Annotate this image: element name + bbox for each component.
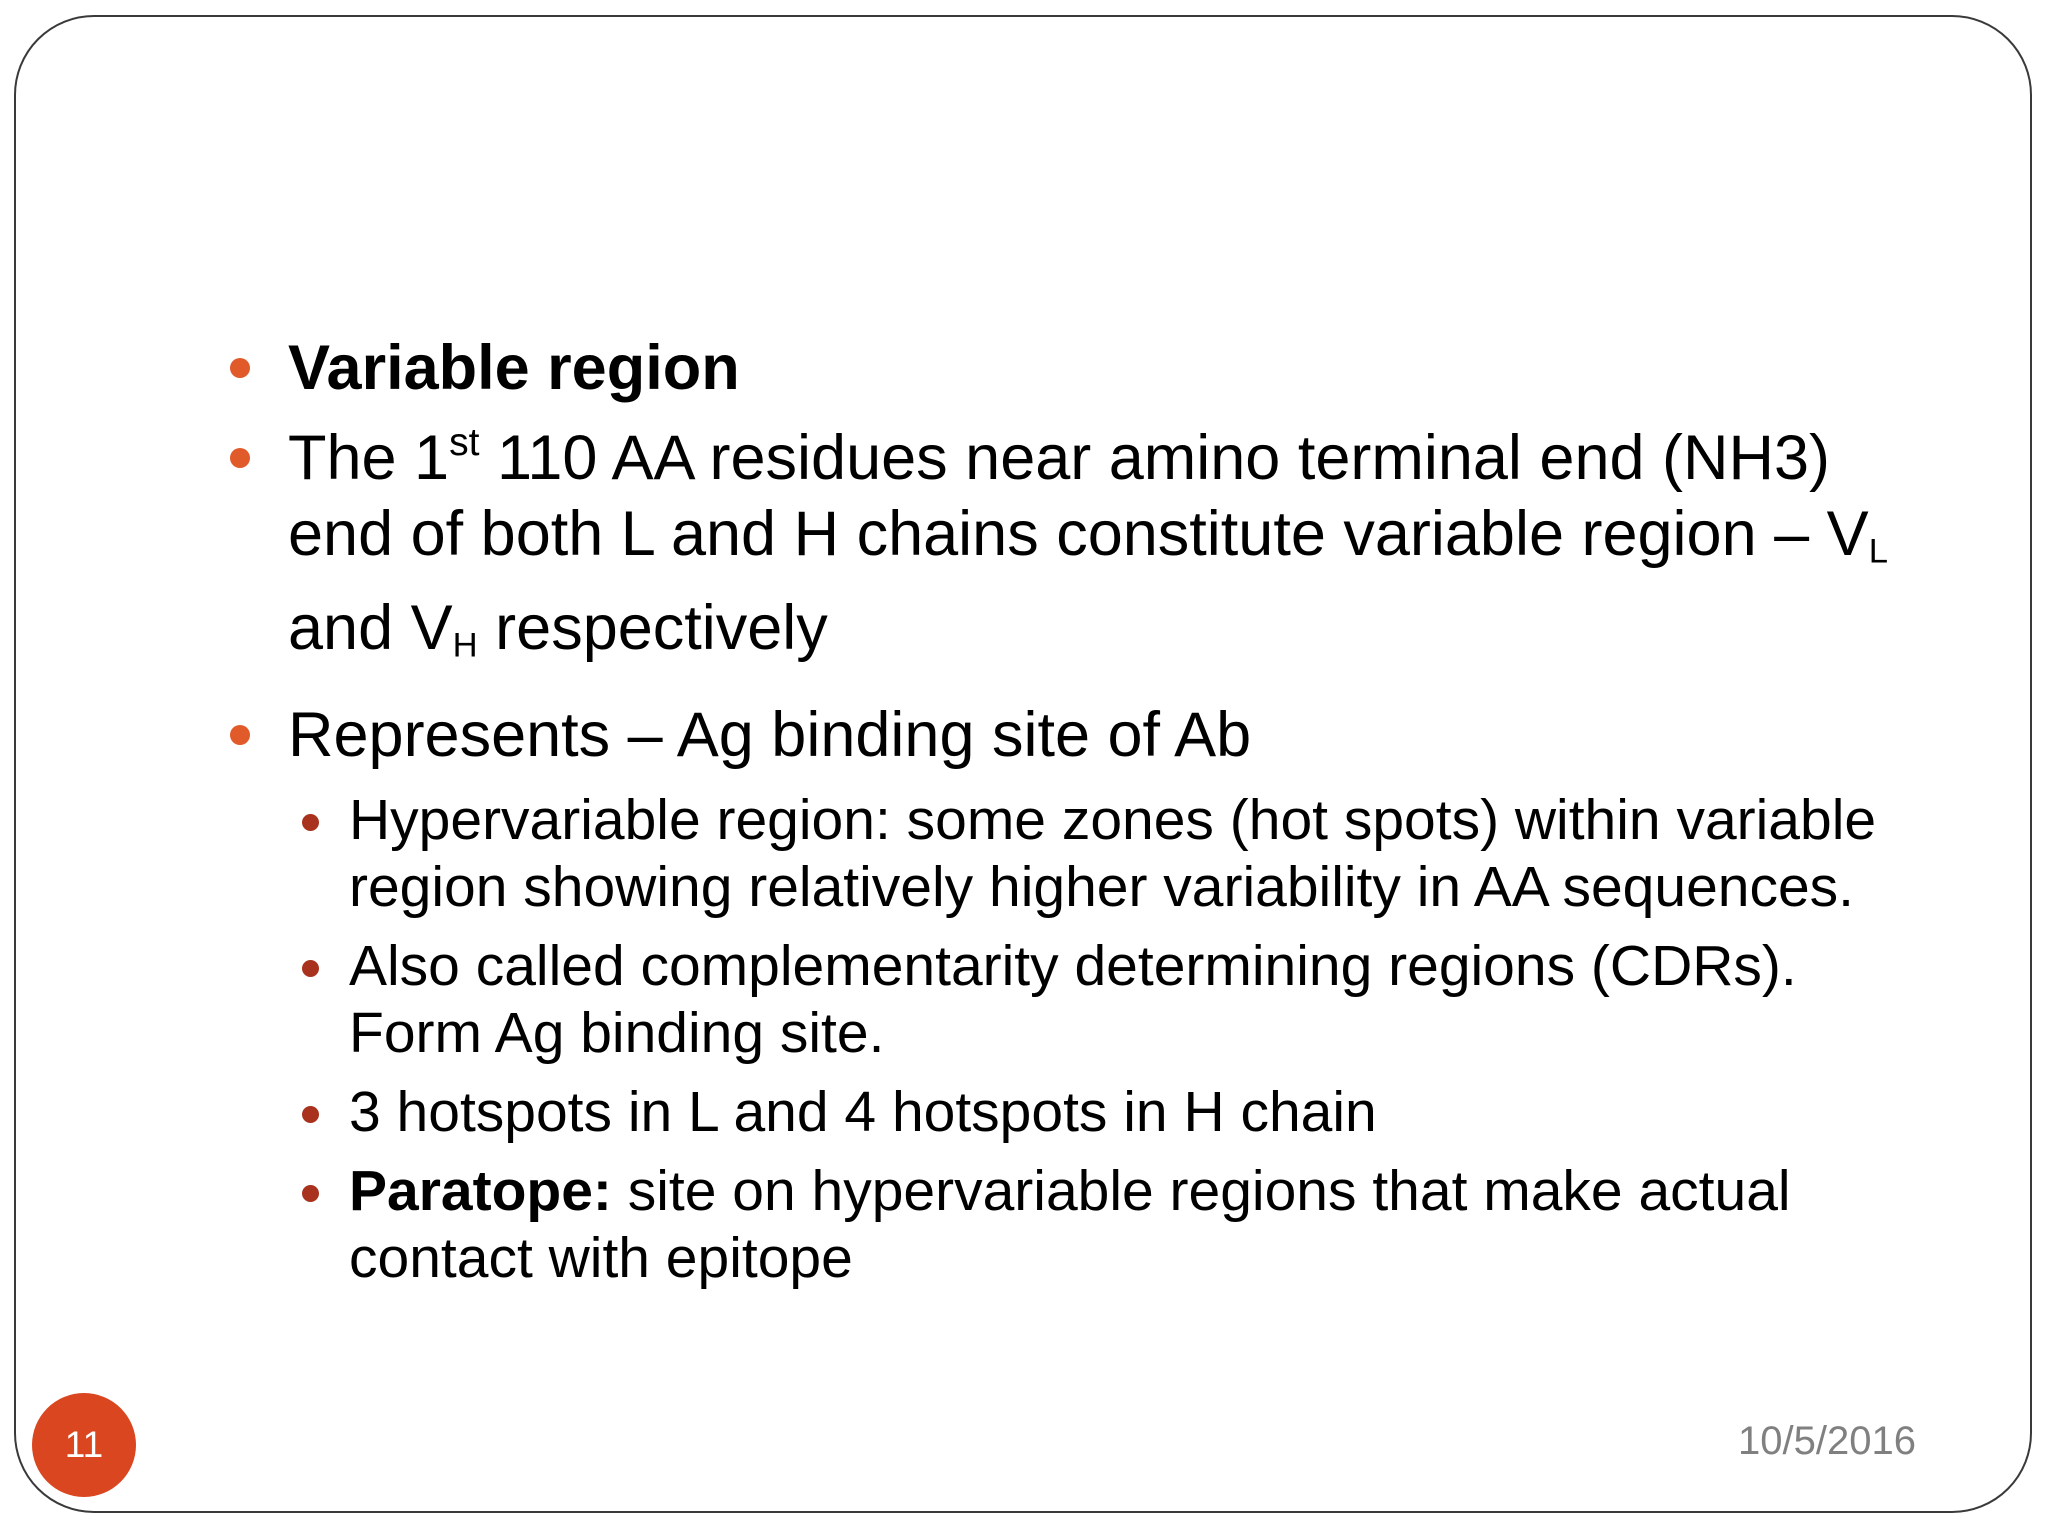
slide-content	[224, 330, 1944, 1304]
sub-bullet-dot-icon	[302, 814, 319, 831]
bullet-item-variable-region	[224, 330, 1944, 406]
bullet-dot-icon	[230, 725, 250, 745]
slide-number: 11	[64, 1424, 104, 1465]
sub-bullet-text: site on hypervariable regions that make actual contact with epitope	[349, 1159, 1791, 1291]
sub-bullet-dot-icon	[302, 1185, 319, 1202]
paratope-term: Paratope:	[349, 1159, 612, 1224]
bullet-text: Represents – Ag binding site of Ab	[288, 700, 1252, 771]
bullet-dot-icon	[230, 448, 250, 468]
bullet-item-first-residues	[224, 420, 1944, 683]
subscript-h: H	[452, 626, 478, 665]
sub-bullet-cdrs	[224, 933, 1944, 1067]
bullet-text-part: 110 AA residues near amino terminal end (NH3) end of both L and H chains constitute variable region – V	[288, 423, 1869, 569]
sub-bullet-text: 3 hotspots in L and 4 hotspots in H chain	[349, 1080, 1377, 1145]
bullet-text-part: The 1	[288, 423, 450, 493]
sub-bullet-text: Also called complementarity determining regions (CDRs). Form Ag binding site.	[349, 934, 1797, 1066]
bullet-text-part: and V	[288, 592, 453, 663]
sub-bullet-hotspots	[224, 1079, 1944, 1146]
slide-date: 10/5/2016	[1738, 1419, 1916, 1463]
bullet-dot-icon	[230, 358, 250, 378]
slide-number-badge	[32, 1393, 136, 1497]
sub-bullet-text: Hypervariable region: some zones (hot spots) within variable region showing relatively higher variability in AA sequences.	[349, 788, 1877, 920]
sub-bullet-paratope	[224, 1158, 1944, 1292]
subscript-l: L	[1868, 532, 1888, 571]
superscript-st: st	[449, 420, 480, 464]
sub-bullet-dot-icon	[302, 960, 319, 977]
sub-bullet-hypervariable	[224, 787, 1944, 921]
sub-bullet-list	[224, 787, 1944, 1292]
bullet-heading: Variable region	[288, 333, 740, 403]
sub-bullet-dot-icon	[302, 1106, 319, 1123]
bullet-item-represents	[224, 697, 1944, 773]
bullet-text-part: respectively	[477, 592, 828, 663]
bullet-list	[224, 330, 1944, 773]
